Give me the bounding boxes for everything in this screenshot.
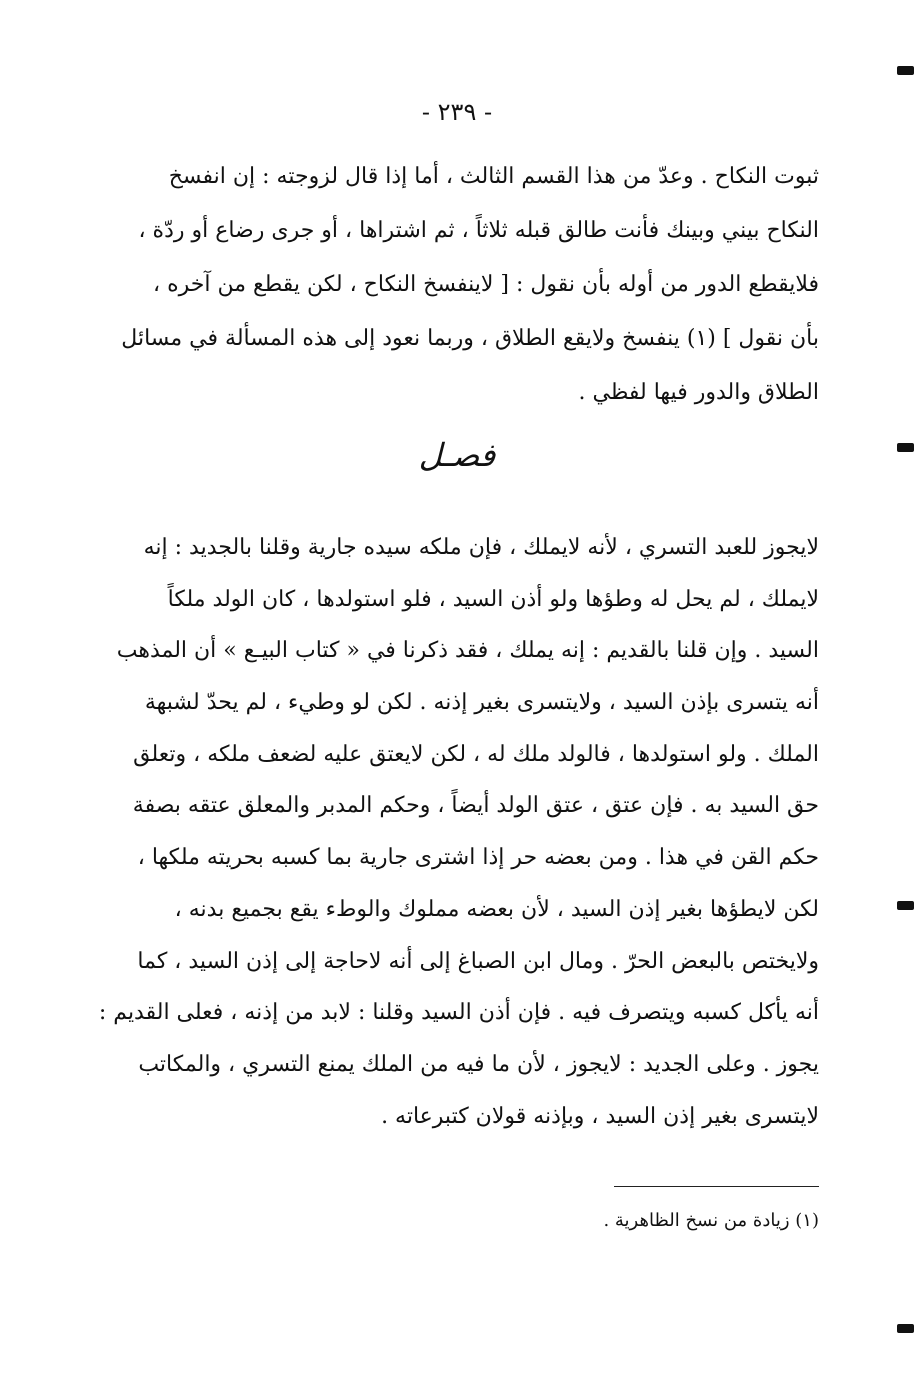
page-number: - ٢٣٩ - — [421, 98, 493, 126]
footnote: (١) زيادة من نسخ الظاهرية . — [603, 1210, 819, 1231]
text-line: الملك . ولو استولدها ، فالولد ملك له ، لكن لايعتق عليه لضعف ملكه ، وتعلق — [133, 741, 819, 767]
paragraph-continuation — [99, 150, 819, 420]
scan-edge-mark — [897, 1324, 914, 1333]
scan-edge-mark — [897, 443, 914, 452]
text-line: لايجوز للعبد التسري ، لأنه لايملك ، فإن ملكه سيده جارية وقلنا بالجديد : إنه — [143, 535, 819, 560]
text-line: بأن نقول ] (١) ينفسخ ولايقع الطلاق ، وربما نعود إلى هذه المسألة في مسائل — [121, 326, 819, 351]
text-line: لايتسرى بغير إذن السيد ، وبإذنه قولان كتبرعاته . — [381, 1103, 819, 1129]
text-line: السيد . وإن قلنا بالقديم : إنه يملك ، فقد ذكرنا في « كتاب البيـع » أن المذهب — [116, 638, 819, 664]
text-line: فلايقطع الدور من أوله بأن نقول : [ لاينفسخ النكاح ، لكن يقطع من آخره ، — [153, 272, 819, 297]
text-line: يجوز . وعلى الجديد : لايجوز ، لأن ما فيه من الملك يمنع التسري ، والمكاتب — [138, 1051, 819, 1077]
text-line: النكاح بيني وبينك فأنت طالق قبله ثلاثاً ، ثم اشتراها ، أو جرى رضاع أو ردّة ، — [138, 218, 819, 243]
text-line: حق السيد به . فإن عتق ، عتق الولد أيضاً ، وحكم المدبر والمعلق عتقه بصفة — [132, 793, 819, 819]
text-line: لايملك ، لم يحل له وطؤها ولو أذن السيد ، فلو استولدها ، كان الولد ملكاً — [167, 586, 819, 612]
text-line: لكن لايطؤها بغير إذن السيد ، لأن بعضه مملوك والوطء يقع بجميع بدنه ، — [174, 896, 819, 922]
text-line: ولايختص بالبعض الحرّ . ومال ابن الصباغ إلى أنه لاحاجة إلى إذن السيد ، كما — [137, 948, 819, 974]
text-line: الطلاق والدور فيها لفظي . — [578, 380, 819, 405]
section-heading: فصـل — [418, 436, 496, 474]
footnote-separator — [614, 1186, 819, 1187]
text-line: حكم القن في هذا . ومن بعضه حر إذا اشترى جارية بما كسبه بحريته ملكها ، — [137, 845, 819, 871]
text-line: أنه يتسرى بإذن السيد ، ولايتسرى بغير إذنه . لكن لو وطيء ، لم يحدّ لشبهة — [144, 690, 819, 716]
scan-edge-mark — [897, 901, 914, 910]
text-line: أنه يأكل كسبه ويتصرف فيه . فإن أذن السيد وقلنا : لابد من إذنه ، فعلى القديم : — [99, 1000, 819, 1026]
scan-edge-mark — [897, 66, 914, 75]
text-line: ثبوت النكاح . وعدّ من هذا القسم الثالث ، أما إذا قال لزوجته : إن انفسخ — [168, 164, 819, 189]
paragraph-section-body — [99, 522, 819, 1142]
